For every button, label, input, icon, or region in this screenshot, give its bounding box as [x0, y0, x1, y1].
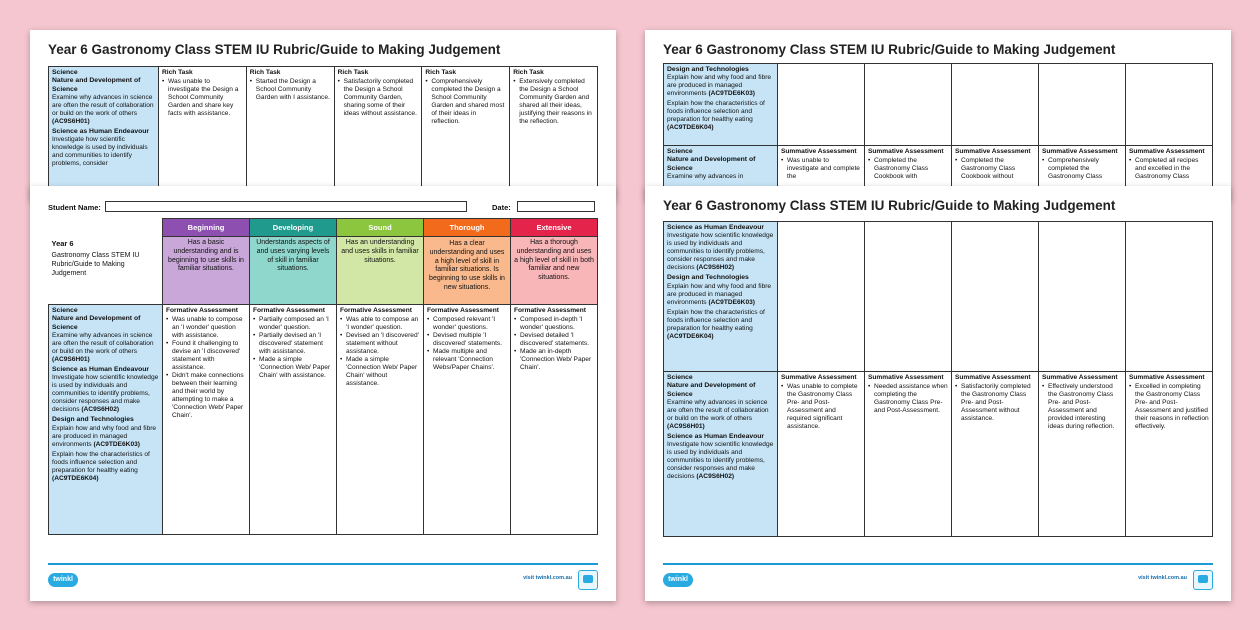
level-desc-thorough: Has a clear understanding and uses a high level of skill in familiar situations. Is beginning to use skills in new situations.	[424, 237, 511, 305]
page-title: Year 6 Gastronomy Class STEM IU Rubric/Guide to Making Judgement	[48, 42, 501, 57]
rubric-cell: Formative Assessment • Composed relevant 'I wonder' questions. • Devised multiple 'I discovered' statements. • Made multiple and relevant 'Connection Webs/Paper Chains'.	[424, 305, 511, 535]
rubric-cell: Formative Assessment • Was able to compose an 'I wonder' question. • Devised an 'I discovered' statement without assistance. • Made a simple 'Connection Web/ Paper Chain' without assistance.	[337, 305, 424, 535]
rubric-cell: Summative Assessment • Comprehensively completed the Gastronomy Class	[1039, 146, 1126, 201]
twinkl-logo: twinkl	[663, 573, 693, 587]
page-footer	[663, 563, 1213, 593]
year-cell: Year 6 Gastronomy Class STEM IU Rubric/Guide to Making Judgement	[51, 238, 140, 278]
page-title: Year 6 Gastronomy Class STEM IU Rubric/Guide to Making Judgement	[663, 198, 1116, 213]
rubric-cell: Summative Assessment • Was unable to complete the Gastronomy Class Pre- and Post-Assessment and required significant assistance.	[778, 372, 865, 537]
rubric-cell: Rich Task • Satisfactorily completed the Design a School Community Garden, sharing some of their ideas without assistance.	[334, 67, 422, 201]
rubric-table	[48, 218, 598, 535]
badge-icon	[578, 570, 598, 590]
date-field[interactable]	[517, 201, 595, 212]
rubric-table	[48, 66, 598, 200]
date-label: Date:	[492, 203, 511, 212]
rubric-cell: Formative Assessment • Composed in-depth 'I wonder' questions. • Devised detailed 'I discovered' statements. • Made an in-depth 'Connection Web/ Paper Chain'.	[511, 305, 598, 535]
curriculum-cell: Science Nature and Development of Science Examine why advances in science are often the result of collaboration or build on the work of others (AC9S6H01) Science as Human Endeavour Investigate how scientific knowledge is used by individuals and communities to identify problems, consider responses and make decisions (AC9S6H02)	[664, 372, 778, 537]
level-header-extensive: Extensive	[511, 219, 598, 237]
twinkl-logo: twinkl	[48, 573, 78, 587]
student-name-label: Student Name:	[48, 203, 101, 212]
rubric-cell: Rich Task • Comprehensively completed the Design a School Community Garden and shared most of their ideas in reflection.	[422, 67, 510, 201]
rubric-cell: Summative Assessment • Effectively understood the Gastronomy Class Pre- and Post-Assessment and provided interesting ideas during reflection.	[1039, 372, 1126, 537]
curriculum-cell: Science Nature and Development of Science Examine why advances in science are often the result of collaboration or build on the work of others (AC9S6H01) Science as Human Endeavour Investigate how scientific knowledge is used by individuals and communities to identify problems, consider responses and make decisions (AC9S6H02) Design and Technologies Explain how and why food and fibre are produced in managed environments (AC9TDE6K03) Explain how the characteristics of foods influence selection and preparation for healthy eating (AC9TDE6K04)	[49, 305, 163, 535]
curriculum-cell: Science as Human Endeavour Investigate how scientific knowledge is used by individuals and communities to identify problems, consider responses and make decisions (AC9S6H02) Design and Technologies Explain how and why food and fibre are produced in managed environments (AC9TDE6K03) Explain how the characteristics of foods influence selection and preparation for healthy eating (AC9TDE6K04)	[664, 222, 778, 372]
student-name-field[interactable]	[105, 201, 467, 212]
level-header-beginning: Beginning	[163, 219, 250, 237]
badge-icon	[1193, 570, 1213, 590]
site-link[interactable]: visit twinkl.com.au	[1138, 575, 1187, 581]
rubric-cell: Rich Task • Started the Design a School Community Garden with I assistance.	[246, 67, 334, 201]
level-desc-extensive: Has a thorough understanding and uses a high level of skill in both familiar and new situations.	[511, 237, 598, 305]
page-title: Year 6 Gastronomy Class STEM IU Rubric/Guide to Making Judgement	[663, 42, 1116, 57]
rubric-cell: Rich Task • Was unable to investigate the Design a School Community Garden and share key facts with assistance.	[159, 67, 247, 201]
rubric-cell: Summative Assessment • Completed all recipes and excelled in the Gastronomy Class	[1126, 146, 1213, 201]
site-link[interactable]: visit twinkl.com.au	[523, 575, 572, 581]
rubric-cell: Summative Assessment • Satisfactorily completed the Gastronomy Class Pre- and Post-Assessment without assistance.	[952, 372, 1039, 537]
rubric-cell: Rich Task • Extensively completed the Design a School Community Garden and shared all their ideas, justifying their reasons in the reflection.	[510, 67, 598, 201]
curriculum-cell: Science Nature and Development of Science Examine why advances in	[664, 146, 778, 201]
level-header-thorough: Thorough	[424, 219, 511, 237]
rubric-table	[663, 221, 1213, 537]
level-desc-sound: Has an understanding and uses skills in familiar situations.	[337, 237, 424, 305]
curriculum-cell: Design and Technologies Explain how and why food and fibre are produced in managed environments (AC9TDE6K03) Explain how the characteristics of foods influence selection and preparation for healthy eating (AC9TDE6K04)	[664, 64, 778, 146]
rubric-page-1	[30, 30, 616, 200]
rubric-cell: Formative Assessment • Partially composed an 'I wonder' question. • Partially devised an 'I discovered' statement with assistance. • Made a simple 'Connection Web/ Paper Chain' with assistance.	[250, 305, 337, 535]
rubric-cell: Summative Assessment • Completed the Gastronomy Class Cookbook without	[952, 146, 1039, 201]
level-header-sound: Sound	[337, 219, 424, 237]
curriculum-cell: Science Nature and Development of Science Examine why advances in science are often the result of collaboration or build on the work of others (AC9S6H01) Science as Human Endeavour Investigate how scientific knowledge is used by individuals and communities to identify problems, consider	[49, 67, 159, 201]
rubric-cell: Formative Assessment • Was unable to compose an 'I wonder' question with assistance. • Found it challenging to devise an 'I discovered' statement with assistance. • Didn't make connections between their learning and their world by attempting to make a 'Connection Web/ Paper Chain'.	[163, 305, 250, 535]
level-header-developing: Developing	[250, 219, 337, 237]
rubric-page-3	[645, 30, 1231, 200]
page-footer	[48, 563, 598, 593]
rubric-cell: Summative Assessment • Needed assistance when completing the Gastronomy Class Pre- and Post-Assessment.	[865, 372, 952, 537]
rubric-page-2	[30, 186, 616, 601]
rubric-cell: Summative Assessment • Completed the Gastronomy Class Cookbook with	[865, 146, 952, 201]
rubric-table	[663, 63, 1213, 200]
rubric-cell: Summative Assessment • Excelled in completing the Gastronomy Class Pre- and Post-Assessment and justified their reasons in reflection effectively.	[1126, 372, 1213, 537]
level-desc-beginning: Has a basic understanding and is beginning to use skills in familiar situations.	[163, 237, 250, 305]
level-desc-developing: Understands aspects of and uses varying levels of skill in familiar situations.	[250, 237, 337, 305]
rubric-page-4	[645, 186, 1231, 601]
rubric-cell: Summative Assessment • Was unable to investigate and complete the	[778, 146, 865, 201]
